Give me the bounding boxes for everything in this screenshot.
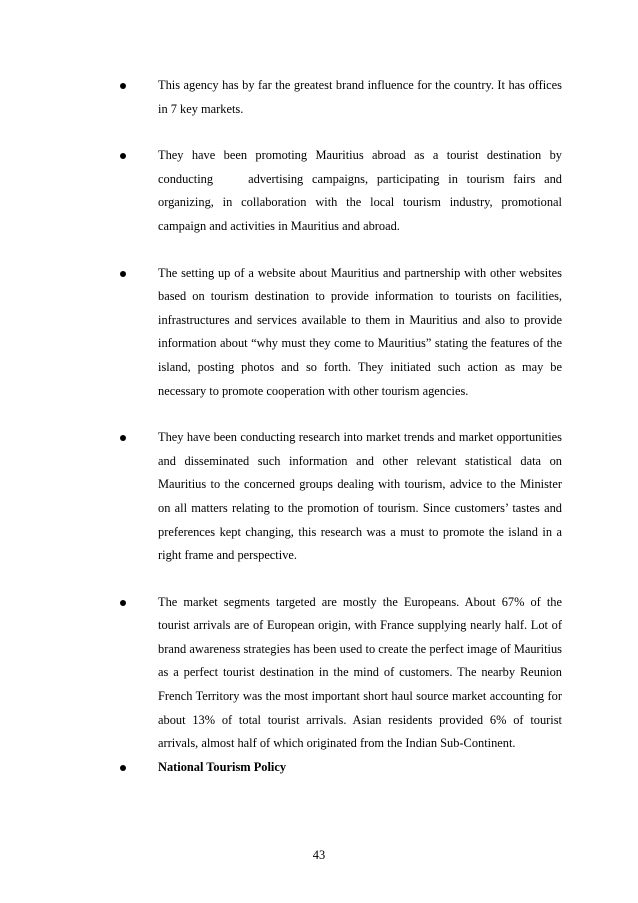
bullet-item-market-segments xyxy=(120,591,562,756)
paragraph-text: The market segments targeted are mostly the Europeans. About 67% of the tourist arrivals are of European origin, with France supplying nearly half. Lot of brand awareness strategies has been used to create the perfect image of Mauritius as a perfect tourist destination in the mind of customers. The nearby Reunion French Territory was the most important short haul source market accounting for about 13% of total tourist arrivals. Asian residents provided 6% of tourist arrivals, almost half of which originated from the Indian Sub-Continent. xyxy=(158,594,562,751)
paragraph-text: The setting up of a website about Mauritius and partnership with other websites based on tourism destination to provide information to tourists on facilities, infrastructures and services available to them in Mauritius and also to provide information about “why must they come to Mauritius” stating the features of the island, posting photos and so forth. They initiated such action as may be necessary to promote cooperation with other tourism agencies. xyxy=(158,265,562,398)
page-number: 43 xyxy=(312,848,326,862)
bullet-item-website xyxy=(120,262,562,404)
bullet-item-promotion xyxy=(120,144,566,238)
bullet-point-icon xyxy=(120,83,126,89)
bullet-item-research xyxy=(120,426,562,568)
paragraph-text: This agency has by far the greatest brand influence for the country. It has offices in 7 key markets. xyxy=(158,78,562,116)
bullet-point-icon xyxy=(120,765,126,771)
bullet-item-agency-influence xyxy=(120,74,562,121)
bullet-point-icon xyxy=(120,435,126,441)
bullet-point-icon xyxy=(120,600,126,606)
bullet-item-national-tourism-policy xyxy=(120,756,562,780)
bullet-point-icon xyxy=(120,153,126,159)
section-heading: National Tourism Policy xyxy=(158,759,287,774)
paragraph-text: They have been promoting Mauritius abroad as a tourist destination by conducting advertising campaigns, participating in tourism fairs and organizing, in collaboration with the local tourism industry, promotional campaign and activities in Mauritius and abroad. xyxy=(158,148,566,233)
paragraph-text: They have been conducting research into market trends and market opportunities and disseminated such information and other relevant statistical data on Mauritius to the concerned groups dealing with tourism, advice to the Minister on all matters relating to the promotion of tourism. Since customers’ tastes and preferences kept changing, this research was a must to promote the island in a right frame and perspective. xyxy=(158,430,562,563)
bullet-list xyxy=(120,74,566,779)
bullet-point-icon xyxy=(120,271,126,277)
